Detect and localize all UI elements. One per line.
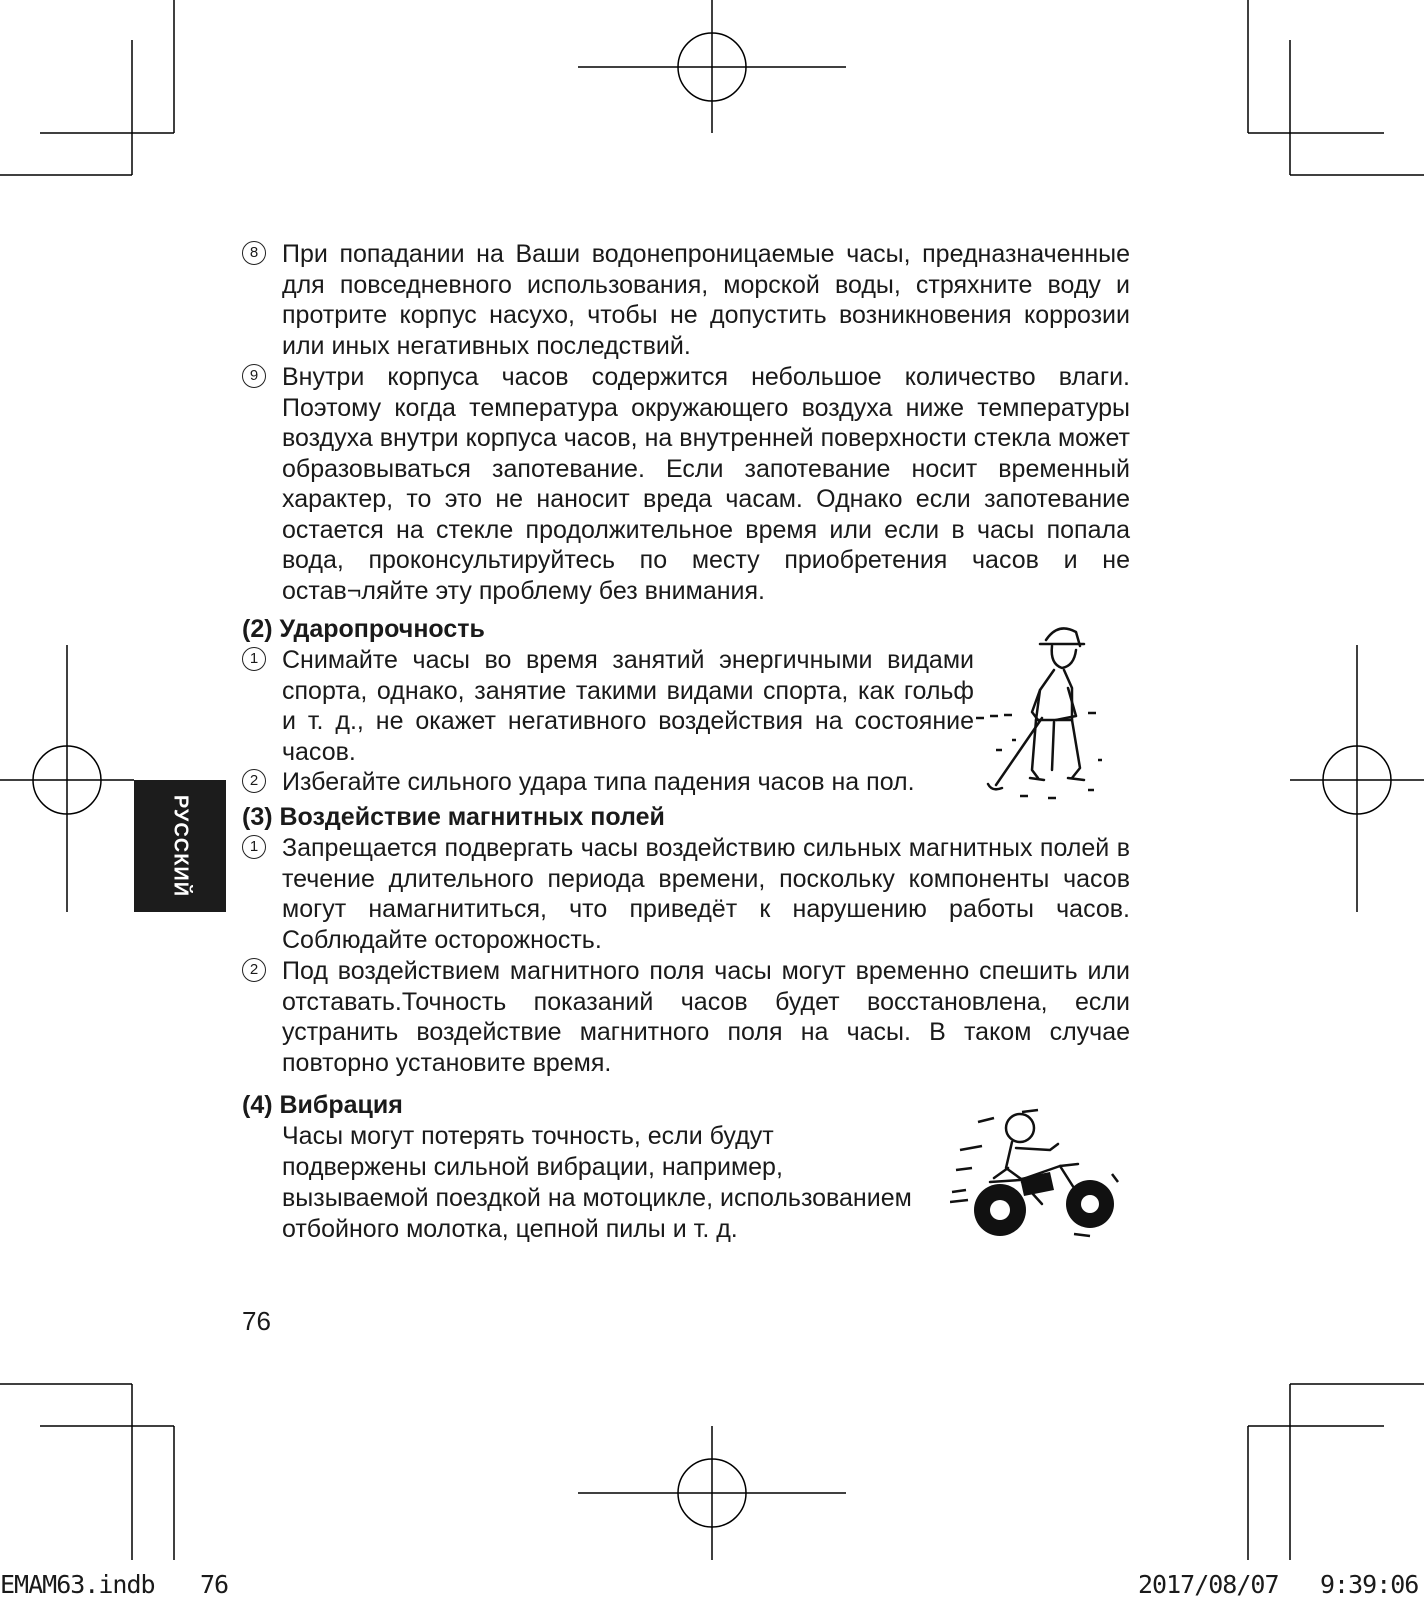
body-line: отбойного молотка, цепной пилы и т. д.: [282, 1215, 738, 1243]
language-tab-label: РУССКИЙ: [169, 794, 192, 898]
body-line: вызываемой поездкой на мотоцикле, использованием: [282, 1184, 912, 1212]
section-heading: (2) Ударопрочность: [242, 615, 485, 643]
item-text: Запрещается подвергать часы воздействию сильных магнитных полей в течение длительного периода времени, поскольку компоненты часов могут намагнититься, что приведёт к нарушению работы часов. Соблюдайте осторожность.: [282, 834, 1130, 954]
body-line: подвержены сильной вибрации, например,: [282, 1153, 783, 1181]
body-line: Часы могут потерять точность, если будут: [282, 1122, 774, 1150]
item-number: 2: [242, 958, 266, 982]
list-item: [242, 239, 1130, 361]
item-number: 8: [242, 241, 266, 265]
list-item: [242, 767, 974, 798]
item-text: При попадании на Ваши водонепроницаемые часы, предназначенные для повседневного использования, морской воды, стряхните воду и протрите корпус насухо, чтобы не допустить возникновения коррозии или иных негативных последствий.: [282, 240, 1130, 360]
list-item: [242, 645, 974, 767]
section-heading: (4) Вибрация: [242, 1091, 403, 1119]
page-number: 76: [242, 1306, 271, 1336]
item-text: Внутри корпуса часов содержится небольшое количество влаги. Поэтому когда температура окружающего воздуха ниже температуры воздуха внутри корпуса часов, на внутренней поверхности стекла может образовываться запотевание. Если запотевание носит временный характер, то это не наносит вреда часам. Однако если запотевание остается на стекле продолжительное время или если в часы попала вода, проконсультируйтесь по месту приобретения часов и не остав¬ляйте эту проблему без внимания.: [282, 363, 1130, 605]
slug-time: 9:39:06: [1320, 1570, 1419, 1599]
item-text: Избегайте сильного удара типа падения часов на пол.: [282, 768, 915, 796]
section-heading: (3) Воздействие магнитных полей: [242, 803, 665, 831]
slug-file: EMAM63.indb: [0, 1570, 155, 1599]
slug-date: 2017/08/07: [1138, 1570, 1279, 1599]
list-item: [242, 956, 1130, 1078]
motorcycle-illustration: [950, 1108, 1130, 1246]
item-number: 2: [242, 769, 266, 793]
list-item: [242, 362, 1130, 606]
item-text: Снимайте часы во время занятий энергичными видами спорта, однако, занятие такими видами спорта, как гольф и т. д., не окажет негативного воздействия на состояние часов.: [282, 646, 974, 766]
language-tab: [134, 780, 226, 912]
item-text: Под воздействием магнитного поля часы могут временно спешить или отставать.Точность показаний часов будет восстановлена, если устранить воздействие магнитного поля на часы. В таком случае повторно установите время.: [282, 957, 1130, 1077]
item-number: 1: [242, 835, 266, 859]
item-number: 9: [242, 364, 266, 388]
golfer-illustration: [976, 620, 1126, 805]
list-item: [242, 833, 1130, 955]
item-number: 1: [242, 647, 266, 671]
slug-page: 76: [200, 1570, 229, 1599]
